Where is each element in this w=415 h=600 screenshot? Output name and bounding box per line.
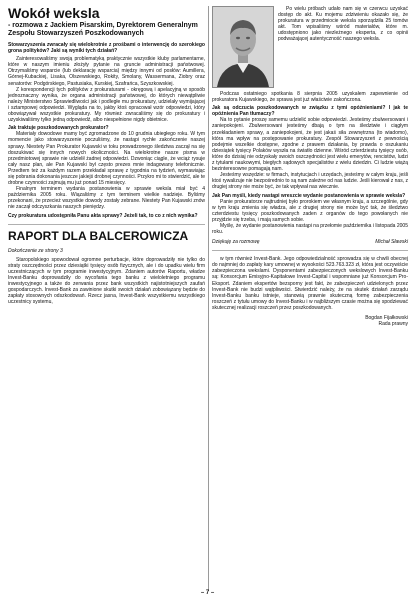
answer-5-paragraph-1: Panie prokuratorze najtrudniej było prorokiem we własnym kraju, a szczególnie, gdy w tym kraju zmienia się władza, ale z drugiej strony nie może być tak, że śledztwo czterdziestu tysięcy poszkodowanych zaden z organów do tego powołanych nie przyjdzie się trzeba, i mają samych sobie. — [212, 198, 408, 223]
answer-1-paragraph-2: Z korespondencji tych polityków z prokuraturami - okręgową i apelacyjną w sposób jednoznaczny wynika, że organa administracji państwowej, do których niewątpliwie należy Ministerstwo Sprawiedliwości jak i podległe mu prokuratury, udzielały wymijającej i sztampowej odpowiedzi. Wygląda na to, jakby ktoś opracował wzór odpowiedzi, który obowiązywał wszystkie prokuratury. My również zwracaliśmy się do prokuratury i uzyskiwaliśmy tylko jedną odpowiedź, albo niespełnione nigdy obietnice. — [8, 86, 205, 124]
section-separator-right — [212, 250, 408, 251]
answer-1-paragraph-1: Zainteresowaliśmy swoją problematyką praktycznie wszystkie kluby parlamentarne, które w naszym imieniu złożyły pytanie na gruncie administracji państwowej. Otrzymaliśmy wsparcie (lub deklarację wsparcia) między innymi od posłów: Aumillera, Górnej-Kubackiej, Lisaka, Olszewskiego, Rokity, Smolany, Wassermana, Ziobry oraz senatorów: Podgórskiego, Pastusiaka, Kurskiej, Szafrańca, Szyszkowskiej. — [8, 56, 205, 87]
raport-continuation: Dokończenie ze strony 3 — [8, 247, 63, 254]
photo-row — [212, 6, 408, 91]
answer-4-paragraph-1: Na to pytanie proszę samemu udzielić sobie odpowiedzi. Jesteśmy zbulwersowani i zaniepokojeni. Zbulwersowani jesteśmy dbają o tym na śledztwie i ciągłym przekładaniem sprawy, a zaniepokojeni, że jest jakaś siła zewnętrzna (to wiadomo), która ma wpływ na postępowanie prokuratury. Zespół Stowarzyszeń z pewnością podejmie wszelkie dostępne, zgodne z prawem działania, by prawda o oszukaniu dziesiątek tysięcy Polaków wyszła na światło dzienne. Wśród czterdziestu tysięcy osób, które do dzisiaj nie odzyskały swoich oszczędności jest wielu emerytów, rencistów, ludzi z tytułami naukowymi, biegłych sądowych specjalistów z wielu dziedzin. Ci ludzie wiążą bezinteresowne pomagają nam. — [212, 117, 408, 173]
answer-4-paragraph-2: Jesteśmy wszędzie: w firmach, instytucjach i urzędach, jesteśmy w całym kraju, jeśli ktoś rywalizuje nie bezpośrednio to są nam zależne od nas ludzie. Jeśli kierował z nas, z drugiej strony nie może być, że tak wpływał nas wiecznie. — [212, 172, 408, 191]
raport-paragraph-2: w tym również Invest-Bank. Jego odpowiedzialność sprowadza się w chwili obecnej do najmniej do zapłaty kary umownej w wysokości 523.763.323 zł, która jest oczywiście zabezpieczona wekslami. Dysponentami zabezpieczonych wekslowych Invest-Banku są: Konsorcjum Emisyjno-Kapitałowe Invest-Capital i wspomniane już Konsorcjum Pro-Eksport. Zdaniem ekspertów bezsporny jest fakt, że zabezpieczeń udzielonych przez Invest-Bank nie budzi wątpliwości. Stwierdzić należy, że na skutek działań zarządu Invest-Banku banku istnieje, stanowią prawnie skuteczną formę zabezpieczenia roszczeń z tytułu umowy do Invest-Banku i w najbliższym czasie można się spodziewać skutecznej realizacji roszczeń przez poszkodowanych. — [212, 256, 408, 311]
answer-2-paragraph-1: Materiały dowodowe mamy być zgromadzone do 10 grudnia ubiegłego roku. W tym momencie jako stowarzyszenie poczuliśmy, że nastąpi rychłe zakończenie naszej sprawy. Niestety Pan Prokurator Kujawski w toku prowadzonego śledztwa zaczął na się doszukiwać się innych nowych okoliczności. Na wielokrotne nasze pisma w przedmiotowej sprawie nie udzielił żadnej odpowiedzi. Dzwoniąc ciągle, że wciąż rysuje cały nasz plan, ale Pan Kujawski był często prezes mnie indagowany telefonicznie. Przedtem też za każdym razem przekładał sprawę z tygodnia na tydzień, wymawiając się pobrania dokonania jeszcze jakiejś drobnej czynności. Przykro mi to stwierdzić, ale te drobne czynności zajmują mu już ponad 15 miesięcy. — [8, 131, 205, 187]
question-2: Jak traktuje poszkodowanych prokurator? — [8, 125, 109, 132]
question-4: Jak są odczucia poszkodowanych w związku z tymi opóźnieniami? I jak te opóźnienia Pan tłumaczy? — [212, 105, 408, 118]
portrait-image — [213, 7, 273, 87]
section-separator — [8, 224, 205, 225]
page-number: – 7 – — [200, 590, 215, 596]
left-column — [8, 6, 205, 305]
raport-title: RAPORT DLA BALCEROWICZA — [8, 228, 189, 243]
article-title: Wokół weksla — [8, 5, 100, 21]
answer-3-paragraph-1: Po wielu próbach udało nam się w czerwcu uzyskać dostęp do akt. Ku mojemu zdziwieniu okazało się, że prokuratura w przedmiocie weksla sporządziła 25 tomów akt. Tom wpisaliśmy wśród materiałów, które m. udostępniono jako niezleżnego eksperta, z co opinii podważającej autentyczność naszego weksla. — [278, 6, 408, 43]
answer-3-paragraph-2: Podczas ostatniego spotkania 8 sierpnia 2005 uzyskałem zapewnienie od prokuratora Kujawskiego, że sprawa jest już właściwie zakończona. — [212, 91, 408, 104]
interview-signature — [212, 239, 408, 245]
answer-2-paragraph-2: Finalnym terminem wydania postanowienia w sprawie weksla miał być 4 października 2005 roku. Wiązaliśmy z tym terminem wielkie nadzieje. Byliśmy przekonani, że przecież wszystkie dowody zostały zebrane. Niestety Pan Kujawski znów nie zaczął odczyszkania naszych pieniędzy. — [8, 186, 205, 211]
question-5: Jak Pan myśli, kiedy nastąpi wreszcie wydanie postanowienia w sprawie weksla? — [212, 192, 406, 199]
raport-sign-name: Bogdan Fijałkowski — [365, 315, 408, 321]
raport-paragraph-1: Staropolskiego spowodował ogromne perturbacje, które doprowadziły nie tylko do straty oszczędności przez dziesiątki tysięcy osób fizycznych, ale i do upadku wielu firm uczestniczących w tym programie inwestycyjnym. Zdaniem autorów Raportu, władze Invest-Banku doprowadziły do wycofania tego banku z wieloletniego programu inwestycyjnego a także do zerwania przez bank wszystkich najistotniejszych zaufań gospodarczych. Invest-Bank za zawinione skutki swoich działań zobowiązany będzie do zapłaty stosownych odszkodowań. Rzecz jasna, Invest-Bank wszystkiemu wszystkiego uczestnicy systemu, — [8, 256, 205, 306]
right-column — [212, 6, 408, 327]
raport-signature — [212, 315, 408, 327]
photo-side-text — [278, 6, 408, 43]
author-name: Michał Sławski — [375, 239, 408, 246]
column-divider — [208, 6, 209, 591]
question-3: Czy prokuratura udostępniła Panu akta sprawy? Jeżeli tak, to co z nich wynika? — [8, 212, 198, 219]
answer-5-paragraph-2: Myślę, że wydanie postanowienia nastąpi na przełomie października i listopada 2005 roku. — [212, 222, 408, 236]
portrait-photo — [212, 6, 274, 88]
thanks-text: Dziękuję za rozmowę — [212, 239, 260, 246]
question-1: Stowarzyszenia zwracały się wielokrotnie z prośbami o interwencję do szerokiego grona polityków? Jaki są wyniki tych działań? — [8, 42, 205, 55]
raport-sign-role: Rada prawny — [378, 321, 408, 327]
article-subtitle: - rozmowa z Jackiem Pisarskim, Dyrektorem Generalnym Zespołu Stowarzyszeń Poszkodowanych — [8, 22, 198, 37]
